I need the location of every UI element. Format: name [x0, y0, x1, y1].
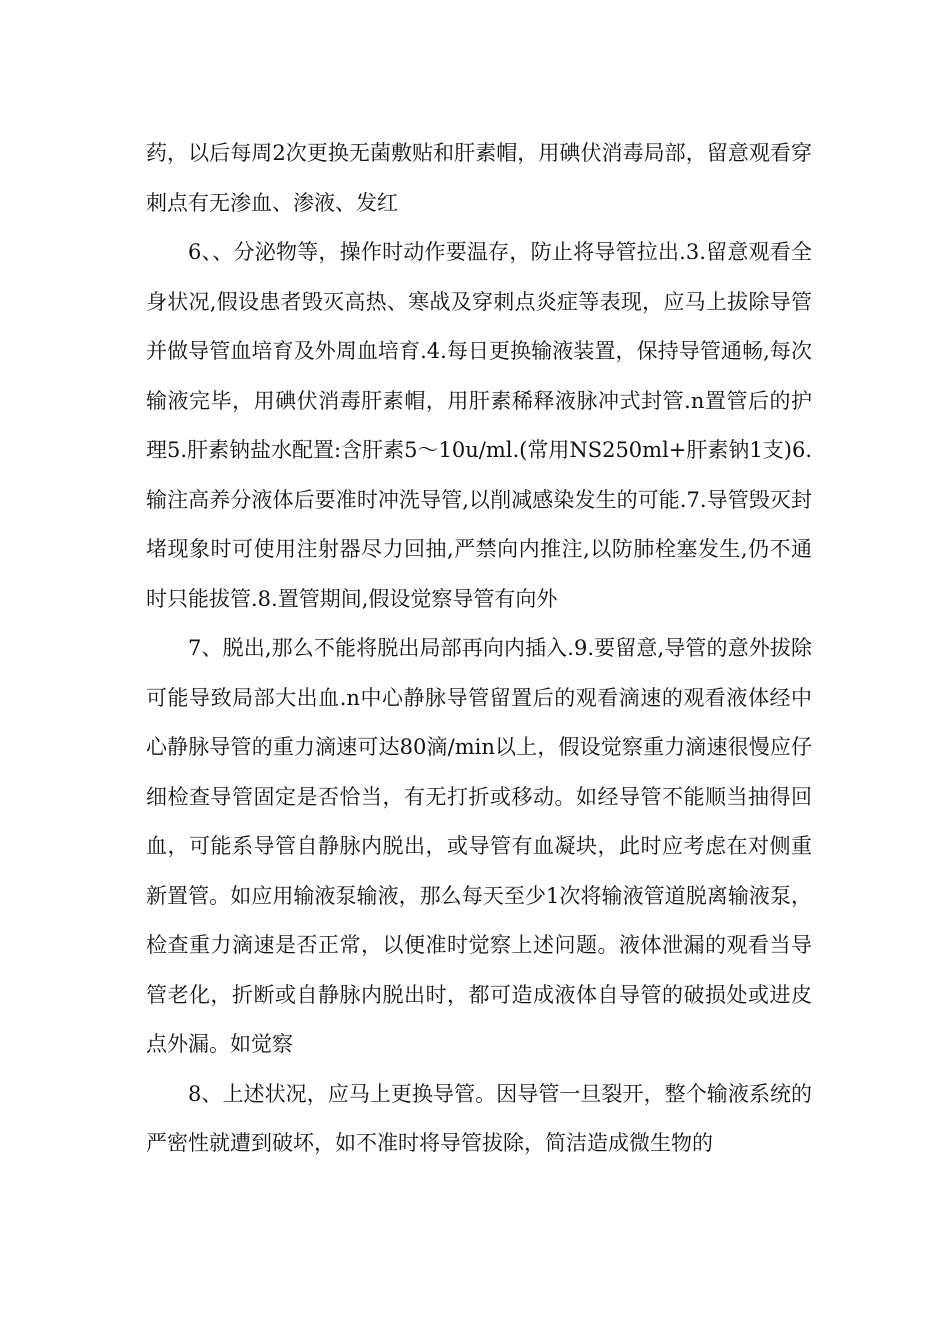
paragraph-2: 6、、分泌物等，操作时动作要温存，防止将导管拉出.3.留意观看全身状况,假设患者毁灭高热、寒战及穿刺点炎症等表现，应马上拔除导管并做导管血培育及外周血培育.4.每日更换输液装置，保持导管通畅,每次输液完毕，用碘伏消毒肝素帽，用肝素稀释液脉冲式封管.n置管后的护理5.肝素钠盐水配置:含肝素5～10u/ml.(常用NS250ml+肝素钠1支)6.输注高养分液体后要准时冲洗导管,以削减感染发生的可能.7.导管毁灭封堵现象时可使用注射器尽力回抽,严禁向内推注,以防肺栓塞发生,仍不通时只能拔管.8.置管期间,假设觉察导管有向外 — [146, 240, 812, 611]
paragraph-3: 7、脱出,那么不能将脱出局部再向内插入.9.要留意,导管的意外拔除可能导致局部大出血.n中心静脉导管留置后的观看滴速的观看液体经中心静脉导管的重力滴速可达80滴/min以上，假设觉察重力滴速很慢应仔细检查导管固定是否恰当，有无打折或移动。如经导管不能顺当抽得回血，可能系导管自静脉内脱出，或导管有血凝块，此时应考虑在对侧重新置管。如应用输液泵输液，那么每天至少1次将输液管道脱离输液泵，检查重力滴速是否正常，以便准时觉察上述问题。液体泄漏的观看当导管老化，折断或自静脉内脱出时，都可造成液体自导管的破损处或进皮点外漏。如觉察 — [146, 636, 812, 1056]
document-body — [146, 129, 812, 1169]
paragraph-1: 药，以后每周2次更换无菌敷贴和肝素帽，用碘伏消毒局部，留意观看穿刺点有无渗血、渗液、发红 — [146, 141, 812, 215]
paragraph-4: 8、上述状况，应马上更换导管。因导管一旦裂开，整个输液系统的严密性就遭到破坏，如不准时将导管拔除，简洁造成微生物的 — [146, 1081, 812, 1155]
